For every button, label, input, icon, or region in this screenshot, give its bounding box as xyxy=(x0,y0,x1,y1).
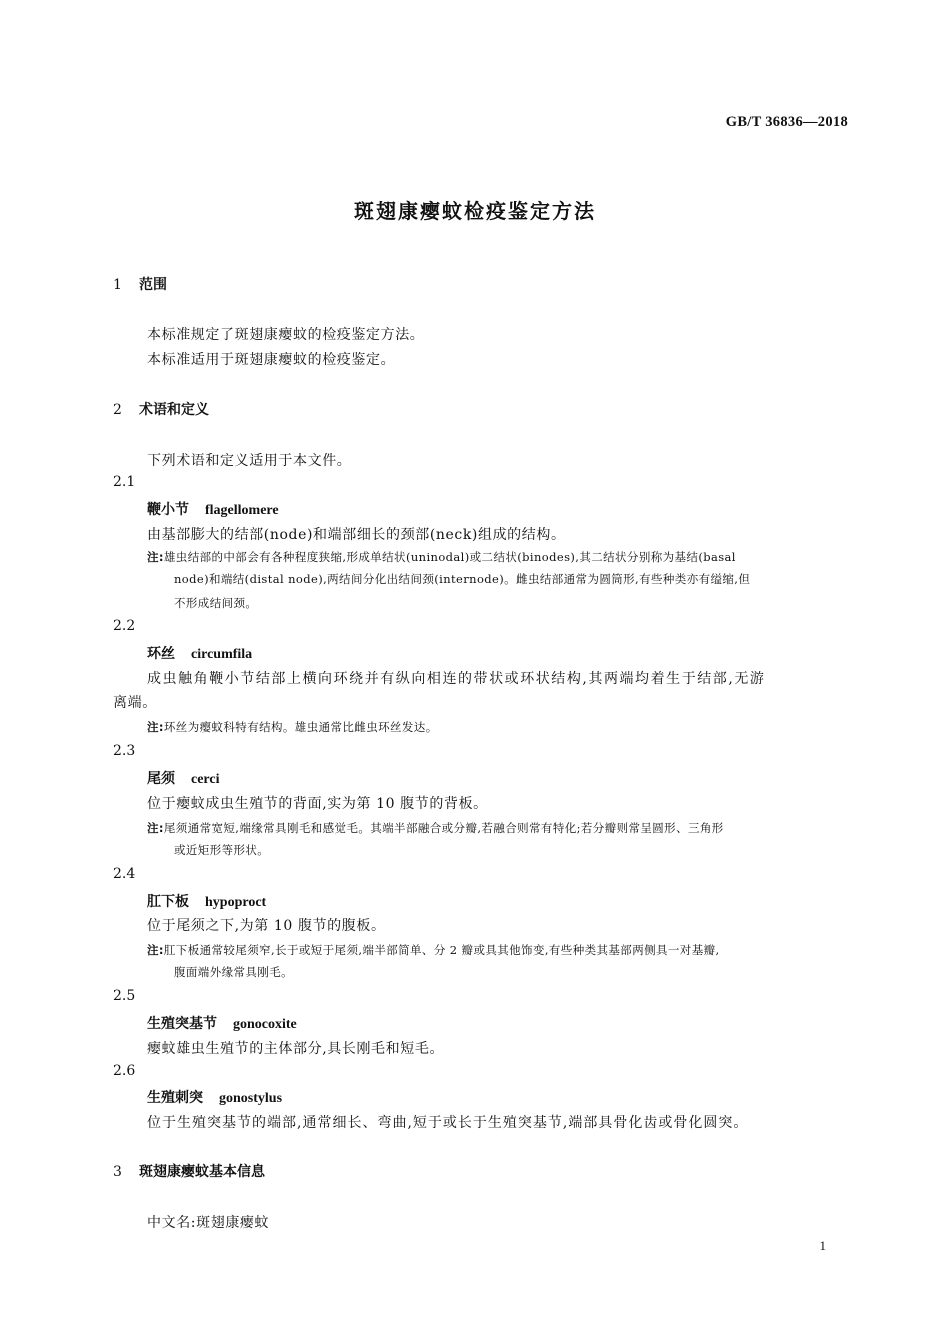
note-label: 注: xyxy=(147,943,164,957)
term-en: flagellomere xyxy=(205,503,279,518)
term-note xyxy=(147,547,850,568)
note-line: 不形成结间颈。 xyxy=(174,596,258,610)
term-definition: 成虫触角鞭小节结部上横向环绕并有纵向相连的带状或环状结构,其两端均着生于结部,无游 xyxy=(147,671,766,687)
term-en: gonostylus xyxy=(219,1091,283,1106)
term-heading xyxy=(147,499,279,519)
term-note xyxy=(147,717,850,738)
term-number: 2.2 xyxy=(113,618,136,634)
term-definition: 位于生殖突基节的端部,通常细长、弯曲,短于或长于生殖突基节,端部具骨化齿或骨化圆突。 xyxy=(147,1115,749,1131)
paragraph: 本标准规定了斑翅康瘿蚊的检疫鉴定方法。 xyxy=(147,327,425,343)
term-definition: 由基部膨大的结部(node)和端部细长的颈部(neck)组成的结构。 xyxy=(147,527,566,543)
term-en: circumfila xyxy=(191,647,253,662)
term-heading xyxy=(147,1013,297,1033)
paragraph: 下列术语和定义适用于本文件。 xyxy=(147,453,352,469)
term-en: cerci xyxy=(191,772,220,787)
section-title: 范围 xyxy=(139,277,167,293)
document-title: 斑翅康瘿蚊检疫鉴定方法 xyxy=(354,199,596,223)
note-line: 腹面端外缘常具刚毛。 xyxy=(174,965,293,979)
term-definition: 位于尾须之下,为第 10 腹节的腹板。 xyxy=(147,918,386,934)
term-number: 2.6 xyxy=(113,1063,136,1079)
term-heading xyxy=(147,768,220,788)
term-number: 2.4 xyxy=(113,866,136,882)
term-zh: 环丝 xyxy=(147,646,175,662)
term-note xyxy=(147,818,850,839)
term-zh: 尾须 xyxy=(147,771,175,787)
term-zh: 生殖刺突 xyxy=(147,1090,203,1106)
paragraph: 中文名:斑翅康瘿蚊 xyxy=(147,1215,270,1231)
term-number: 2.3 xyxy=(113,743,136,759)
note-line: 肛下板通常较尾须窄,长于或短于尾须,端半部简单、分 2 瓣或具其他饰变,有些种类其基部两侧具一对基瓣, xyxy=(163,943,720,957)
term-heading xyxy=(147,643,252,663)
term-zh: 生殖突基节 xyxy=(147,1016,217,1032)
paragraph: 本标准适用于斑翅康瘿蚊的检疫鉴定。 xyxy=(147,352,396,368)
section-title: 斑翅康瘿蚊基本信息 xyxy=(139,1164,265,1180)
term-zh: 肛下板 xyxy=(147,894,189,910)
term-zh: 鞭小节 xyxy=(147,502,189,518)
section-number: 1 xyxy=(113,277,122,293)
note-line: 雄虫结部的中部会有各种程度狭缩,形成单结状(uninodal)或二结状(binodes),其二结状分别称为基结(basal xyxy=(163,550,736,564)
note-label: 注: xyxy=(147,821,164,835)
section-title: 术语和定义 xyxy=(139,402,209,418)
section-number: 2 xyxy=(113,402,122,418)
note-line: node)和端结(distal node),两结间分化出结间颈(internode)。雌虫结部通常为圆筒形,有些种类亦有缢缩,但 xyxy=(174,572,751,586)
section-1-heading xyxy=(113,274,167,294)
term-en: hypoproct xyxy=(205,895,267,910)
term-number: 2.5 xyxy=(113,988,136,1004)
page-number: 1 xyxy=(819,1238,826,1253)
standard-code: GB/T 36836—2018 xyxy=(725,114,848,130)
term-definition-continued: 离端。 xyxy=(113,695,157,711)
term-note xyxy=(147,940,850,961)
term-number: 2.1 xyxy=(113,474,136,490)
term-heading xyxy=(147,891,266,911)
section-2-heading xyxy=(113,399,209,419)
term-en: gonocoxite xyxy=(233,1017,297,1032)
term-definition: 瘿蚊雄虫生殖节的主体部分,具长刚毛和短毛。 xyxy=(147,1041,445,1057)
term-definition: 位于瘿蚊成虫生殖节的背面,实为第 10 腹节的背板。 xyxy=(147,796,488,812)
note-label: 注: xyxy=(147,550,164,564)
note-line: 环丝为瘿蚊科特有结构。雄虫通常比雌虫环丝发达。 xyxy=(163,720,438,734)
term-heading xyxy=(147,1087,282,1107)
note-line: 或近矩形等形状。 xyxy=(174,843,270,857)
note-label: 注: xyxy=(147,720,164,734)
section-3-heading xyxy=(113,1161,265,1181)
note-line: 尾须通常宽短,端缘常具刚毛和感觉毛。其端半部融合或分瓣,若融合则常有特化;若分瓣则常呈圆形、三角形 xyxy=(163,821,724,835)
section-number: 3 xyxy=(113,1164,122,1180)
